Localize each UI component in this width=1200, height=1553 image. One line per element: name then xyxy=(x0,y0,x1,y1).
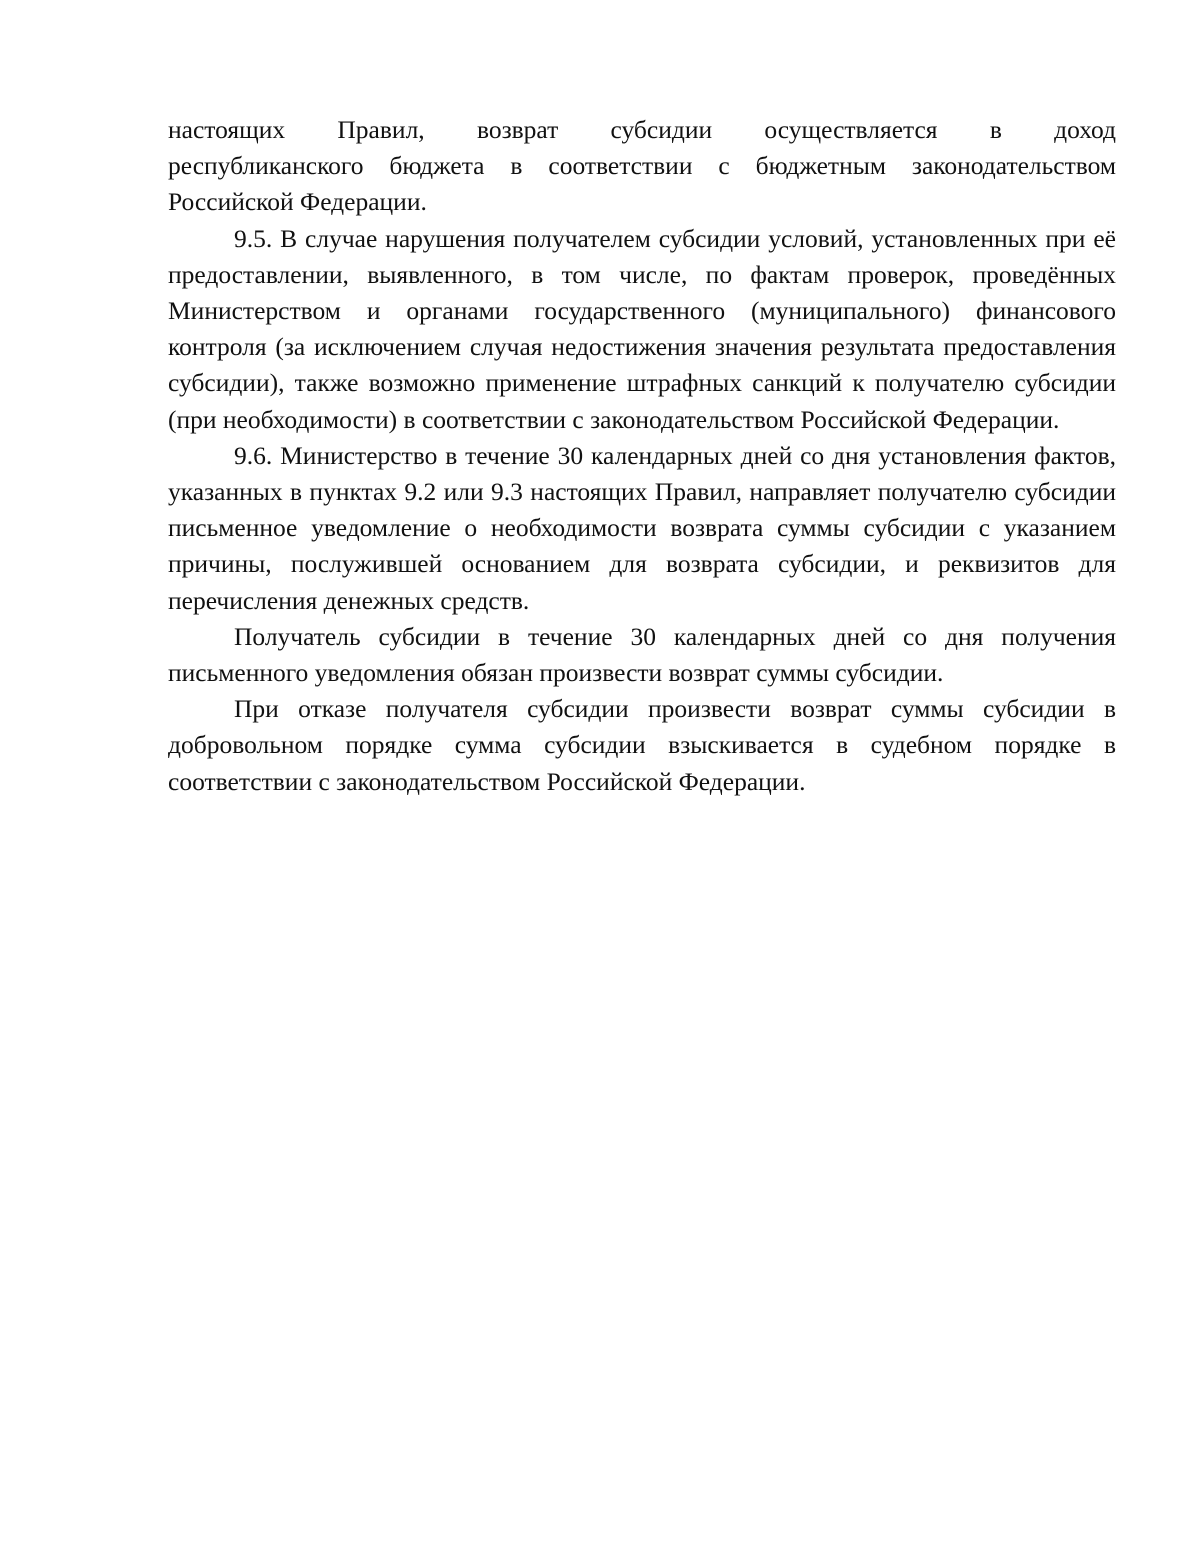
paragraph-continuation xyxy=(168,112,1116,221)
paragraph-recipient-obligation: Получатель субсидии в течение 30 календарных дней со дня получения письменного уведомления обязан произвести возврат суммы субсидии. xyxy=(168,621,1116,688)
paragraph-9-6: 9.6. Министерство в течение 30 календарных дней со дня установления фактов, указанных в пунктах 9.2 или 9.3 настоящих Правил, направляет получателю субсидии письменное уведомление о необходимости возврата суммы субсидии с указанием причины, послужившей основанием для возврата субсидии, и реквизитов для перечисления денежных средств. xyxy=(168,440,1116,615)
paragraph-continuation-rest: республиканского бюджета в соответствии с бюджетным законодательством Российской Федерации. xyxy=(168,151,1116,217)
paragraph-refusal-recovery: При отказе получателя субсидии произвести возврат суммы субсидии в добровольном порядке сумма субсидии взыскивается в судебном порядке в соответствии с законодательством Российской Федерации. xyxy=(168,694,1116,796)
paragraph-9-5: 9.5. В случае нарушения получателем субсидии условий, установленных при её предоставлении, выявленного, в том числе, по фактам проверок, проведённых Министерством и органами государственного (муниципального) финансового контроля (за исключением случая недостижения значения результата предоставления субсидии), также возможно применение штрафных санкций к получателю субсидии (при необходимости) в соответствии с законодательством Российской Федерации. xyxy=(168,223,1116,434)
document-body xyxy=(168,112,1116,800)
paragraph-continuation-line-1: настоящих Правил, возврат субсидии осуществляется в доход xyxy=(168,115,1116,144)
